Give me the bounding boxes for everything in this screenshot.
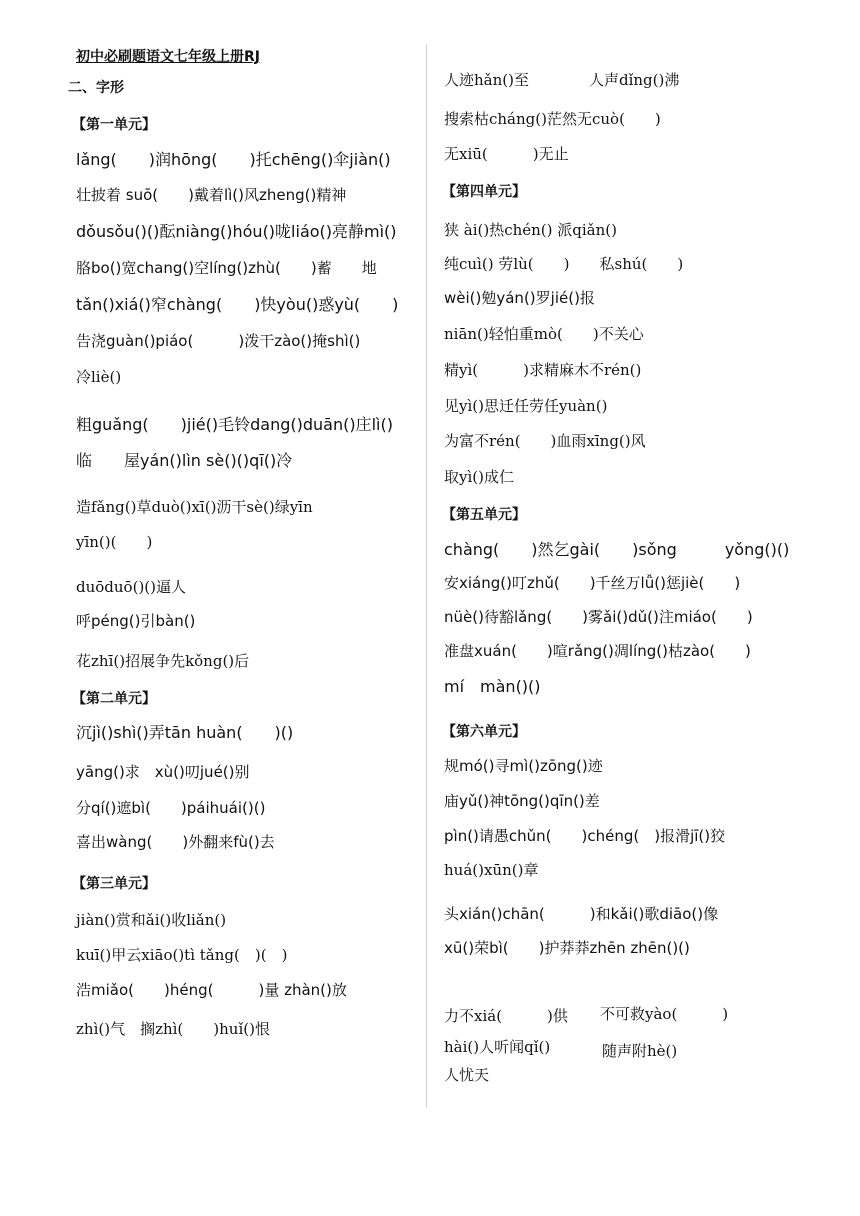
exercise-line: dǒusǒu()()酝niàng()hóu()咙liáo()亮静mì(): [76, 222, 397, 241]
exercise-line: zhì()气 搁zhì( )huǐ()恨: [76, 1020, 270, 1038]
unit-4-heading: 【第四单元】: [442, 184, 526, 200]
exercise-line: lǎng( )润hōng( )托chēng()伞jiàn(): [76, 150, 391, 169]
exercise-line: niān()轻怕重mò( )不关心: [444, 325, 644, 343]
exercise-line: 纯cuì() 劳lù( ) 私shú( ): [444, 255, 684, 273]
unit-2-heading: 【第二单元】: [72, 691, 156, 707]
unit-3-heading: 【第三单元】: [72, 876, 156, 892]
exercise-line: yīn()( ): [76, 533, 153, 551]
exercise-line: 粗guǎng( )jié()毛铃dang()duān()庄lì(): [76, 415, 393, 434]
exercise-line: jiàn()赏和ǎi()收liǎn(): [76, 911, 227, 929]
exercise-line: 分qí()遮bì( )páihuái()(): [76, 799, 266, 817]
exercise-line: 力不xiá( )供: [444, 1007, 568, 1025]
exercise-line: tǎn()xiá()窄chàng( )快yòu()惑yù( ): [76, 295, 399, 314]
exercise-line: 精yì( )求精麻木不rén(): [444, 361, 642, 379]
document-title: 初中必刷题语文七年级上册RJ: [76, 49, 260, 65]
exercise-line: wèi()勉yán()罗jié()报: [444, 289, 595, 307]
exercise-line: kuī()甲云xiāo()tì tǎng( )( ): [76, 946, 288, 964]
exercise-line: 安xiáng()叮zhǔ( )千丝万lǚ()惩jiè( ): [444, 574, 741, 592]
exercise-line: mí màn()(): [444, 677, 541, 696]
exercise-line: 庙yǔ()神tōng()qīn()差: [444, 792, 600, 810]
exercise-line: nüè()待豁lǎng( )雾ǎi()dǔ()注miáo( ): [444, 608, 753, 626]
exercise-line: 壮披着 suō( )戴着lì()风zheng()精神: [76, 186, 347, 204]
unit-5-heading: 【第五单元】: [442, 507, 526, 523]
exercise-line: 呼péng()引bàn(): [76, 612, 196, 630]
exercise-line: 准盘xuán( )喧rǎng()凋líng()枯zào( ): [444, 642, 751, 660]
exercise-line: 人迹hǎn()至 人声dǐng()沸: [444, 71, 680, 89]
exercise-line: 冷liè(): [76, 368, 122, 386]
exercise-line: 沉jì()shì()弄tān huàn( )(): [76, 723, 294, 742]
exercise-line: xū()荣bì( )护莽莽zhēn zhēn()(): [444, 939, 690, 957]
exercise-line: 随声附hè(): [602, 1042, 678, 1060]
exercise-line: 狭 ài()热chén() 派qiǎn(): [444, 221, 617, 239]
exercise-line: 告浇guàn()piáo( )泼干zào()掩shì(): [76, 332, 361, 350]
exercise-line: hài()人听闻qǐ(): [444, 1038, 551, 1056]
exercise-line: 花zhī()招展争先kǒng()后: [76, 652, 250, 670]
exercise-line: 搜索枯cháng()茫然无cuò( ): [444, 110, 661, 128]
exercise-line: duōduō()()逼人: [76, 578, 186, 596]
exercise-line: 人忧天: [444, 1066, 490, 1084]
exercise-line: 胳bo()宽chang()空líng()zhù( )蓄 地: [76, 259, 377, 277]
exercise-line: 见yì()思迁任劳任yuàn(): [444, 397, 608, 415]
exercise-line: pìn()请愚chǔn( )chéng( )报滑jī()狡: [444, 827, 726, 845]
exercise-line: yāng()求 xù()叨jué()别: [76, 763, 250, 781]
exercise-line: 无xiū( )无止: [444, 145, 569, 163]
exercise-line: chàng( )然乞gài( )sǒng yǒng()(): [444, 540, 790, 559]
unit-6-heading: 【第六单元】: [442, 724, 526, 740]
exercise-line: 取yì()成仁: [444, 468, 514, 486]
section-heading: 二、字形: [68, 80, 124, 96]
unit-1-heading: 【第一单元】: [72, 117, 156, 133]
exercise-line: 头xián()chān( )和kǎi()歌diāo()像: [444, 905, 719, 923]
column-divider: [426, 44, 427, 1108]
exercise-line: 不可救yào( ): [600, 1005, 729, 1023]
exercise-line: 为富不rén( )血雨xīng()风: [444, 432, 646, 450]
exercise-line: 规mó()寻mì()zōng()迹: [444, 757, 603, 775]
exercise-line: huá()xūn()章: [444, 861, 539, 879]
exercise-line: 造fǎng()草duò()xī()沥干sè()绿yīn: [76, 498, 313, 516]
exercise-line: 喜出wàng( )外翻来fù()去: [76, 833, 275, 851]
exercise-line: 临 屋yán()lìn sè()()qī()冷: [76, 451, 293, 470]
exercise-line: 浩miǎo( )héng( )量 zhàn()放: [76, 981, 347, 999]
